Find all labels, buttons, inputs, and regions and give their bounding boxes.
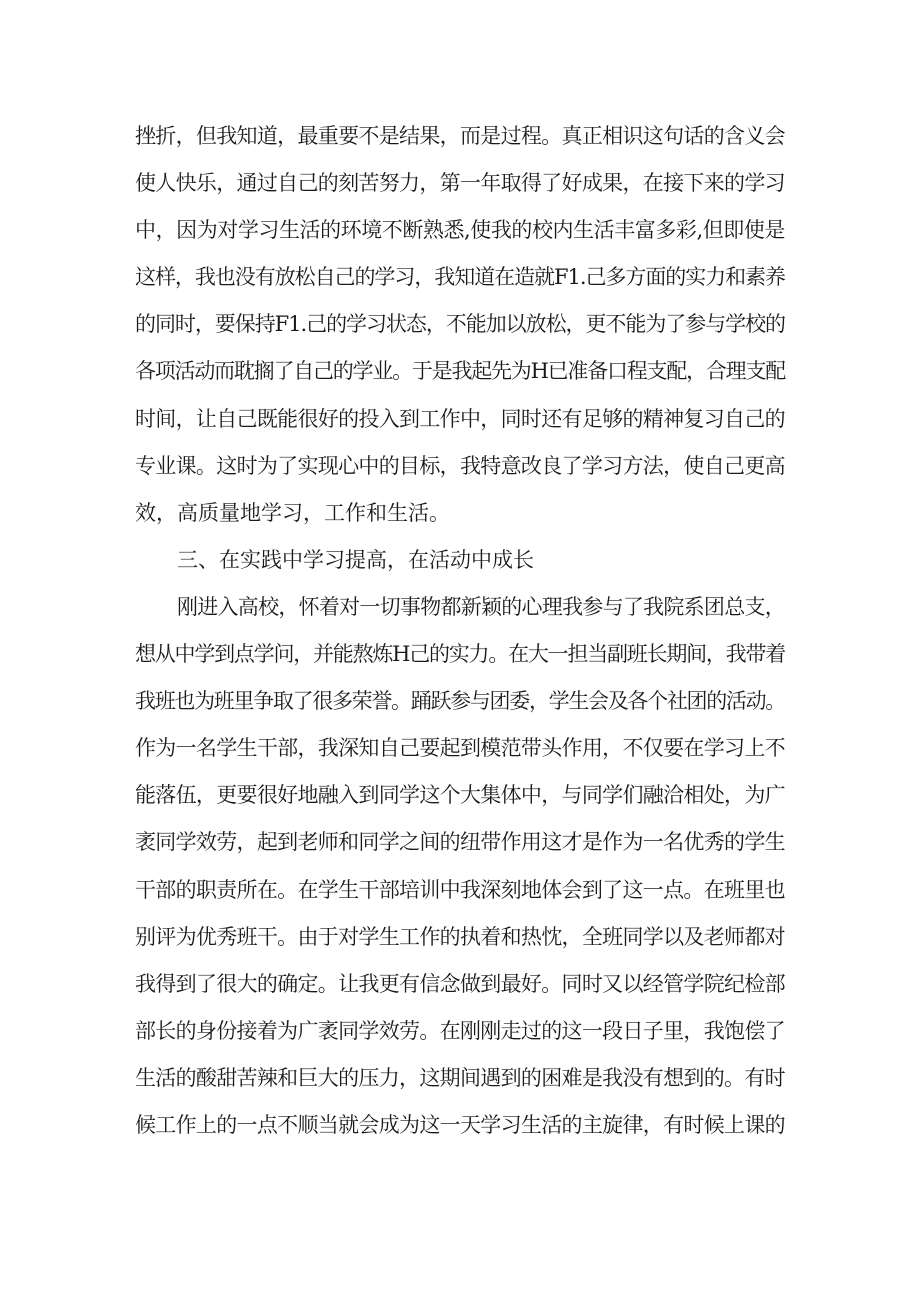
text-line: 这样，我也没有放松自己的学习，我知道在造就F1.己多方面的实力和素养: [135, 265, 785, 290]
text-line: 作为一名学生干部，我深知自己要起到模范带头作用，不仅要在学习上不: [135, 736, 785, 761]
text-line: 我班也为班里争取了很多荣誉。踊跃参与团委，学生会及各个社团的活动。: [135, 689, 785, 714]
text-line: 袤同学效劳，起到老师和同学之间的纽带作用这才是作为一名优秀的学生: [135, 830, 785, 855]
text-line: 候工作上的一点不顺当就会成为这一天学习生活的主旋律，有时候上课的: [135, 1112, 785, 1137]
body-text: [135, 113, 785, 1149]
text-line: 我得到了很大的确定。让我更有信念做到最好。同时又以经管学院纪检部: [135, 971, 785, 996]
text-line: 挫折，但我知道，最重要不是结果，而是过程。真正相识这句话的含义会: [135, 124, 785, 148]
text-line: 各项活动而耽搁了自己的学业。于是我起先为H已准备口程支配，合理支配: [135, 359, 785, 384]
text-line: 部长的身份接着为广袤同学效劳。在刚刚走过的这一段日子里，我饱偿了: [135, 1018, 785, 1043]
text-line: 生活的酸甜苦辣和巨大的压力，这期间遇到的困难是我没有想到的。有时: [135, 1065, 785, 1090]
text-line: 使人快乐，通过自己的刻苦努力，第一年取得了好成果，在接下来的学习: [135, 171, 785, 196]
text-line: 刚进入高校，怀着对一切事物都新颖的心理我参与了我院系团总支，: [177, 594, 785, 619]
text-line: 干部的职责所在。在学生干部培训中我深刻地体会到了这一点。在班里也: [135, 877, 785, 902]
text-line: 别评为优秀班干。由于对学生工作的执着和热忱，全班同学以及老师都对: [135, 924, 785, 949]
text-line: 中，因为对学习生活的环境不断熟悉,使我的校内生活丰富多彩,但即使是: [135, 218, 785, 243]
text-line: 效，高质量地学习，工作和生活。: [135, 500, 450, 525]
text-line: 能落伍，更要很好地融入到同学这个大集体中，与同学们融洽相处，为广: [135, 783, 785, 808]
section-heading: 三、在实践中学习提高，在活动中成长: [177, 547, 534, 572]
text-line: 的同时，要保持F1.己的学习状态，不能加以放松，更不能为了参与学校的: [135, 312, 785, 337]
text-line: 专业课。这时为了实现心中的目标，我特意改良了学习方法，使自己更高: [135, 453, 785, 478]
text-line: 想从中学到点学问，并能熬炼H己的实力。在大一担当副班长期间，我带着: [135, 642, 785, 667]
text-line: 时间，让自己既能很好的投入到工作中，同时还有足够的精神复习自己的: [135, 406, 785, 431]
